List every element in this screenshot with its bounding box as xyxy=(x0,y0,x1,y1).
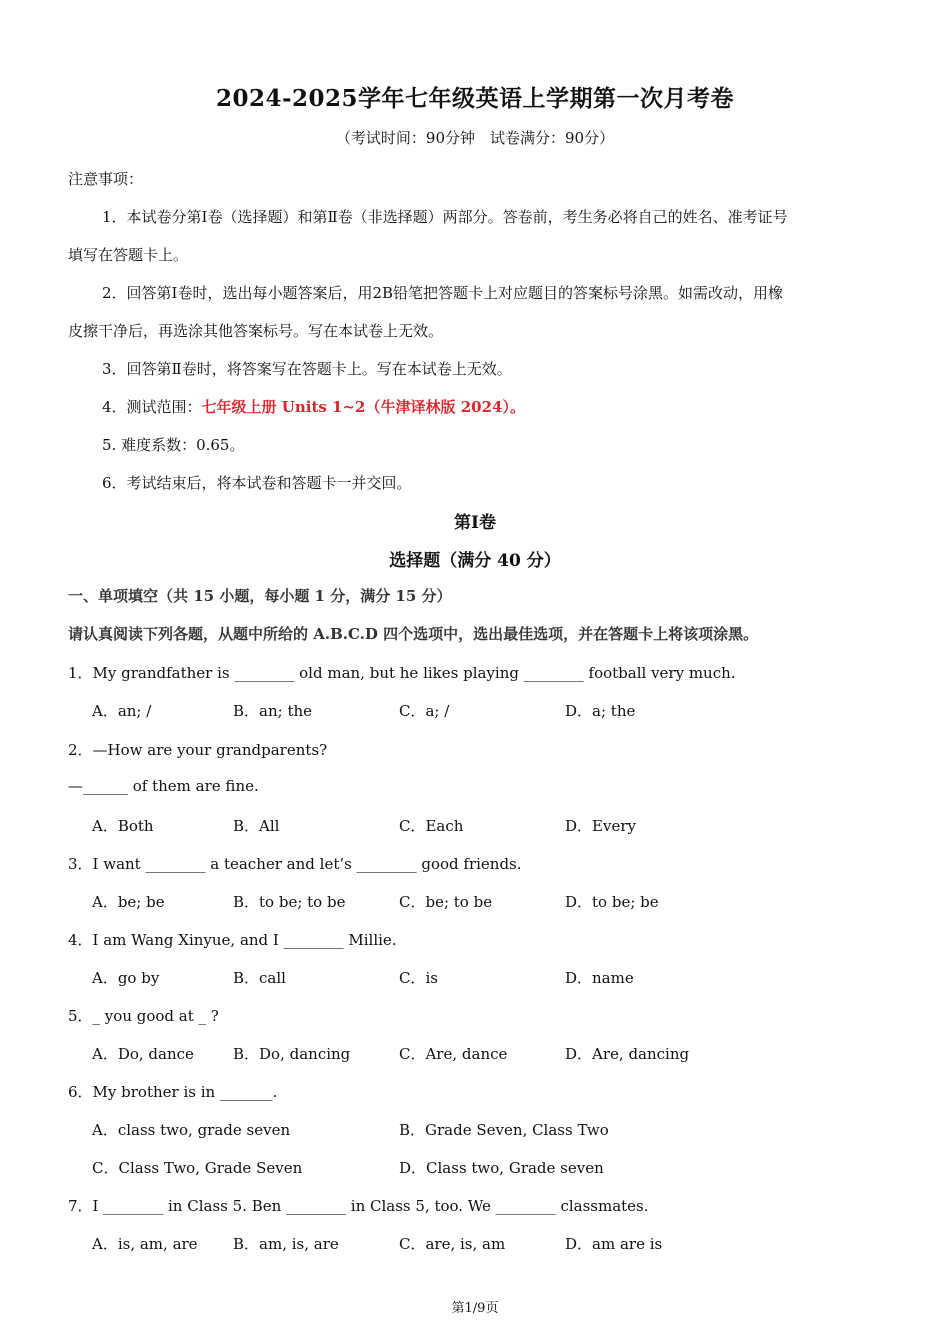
option-b: B．am, is, are xyxy=(233,1235,339,1253)
option-a: A．go by xyxy=(92,969,160,987)
option-c: C．are, is, am xyxy=(399,1235,506,1253)
option-b: B．call xyxy=(233,969,286,987)
option-d: D．name xyxy=(565,969,634,987)
option-d: D．a; the xyxy=(565,702,636,720)
scope-label: 4．测试范围： xyxy=(102,398,202,416)
scope-highlight: 七年级上册 Units 1~2（牛津译林版 2024）。 xyxy=(201,398,525,416)
notice-item: 2．回答第Ⅰ卷时，选出每小题答案后，用2B铅笔把答题卡上对应题目的答案标号涂黑。如需改动，用橡 xyxy=(102,284,784,302)
volume-title: 第Ⅰ卷 xyxy=(454,513,496,533)
question-stem: 1．My grandfather is ________ old man, but he likes playing ________ football very much. xyxy=(68,664,736,682)
option-d: D．to be; be xyxy=(565,893,659,911)
option-b: B．an; the xyxy=(233,702,313,720)
question-stem: 7．I ________ in Class 5. Ben ________ in Class 5, too. We ________ classmates. xyxy=(68,1197,649,1215)
part-heading: 一、单项填空（共 15 小题，每小题 1 分，满分 15 分） xyxy=(68,587,452,605)
question-stem: 4．I am Wang Xinyue, and I ________ Millie. xyxy=(68,931,397,949)
option-c: C．be; to be xyxy=(399,893,493,911)
question-stem-reply: —______ of them are fine. xyxy=(68,777,259,795)
option-c: C．a; / xyxy=(399,702,450,720)
option-b: B．Grade Seven, Class Two xyxy=(399,1121,609,1139)
question-stem: 5．_ you good at _ ? xyxy=(68,1007,219,1025)
option-b: B．All xyxy=(233,817,280,835)
option-d: D．Are, dancing xyxy=(565,1045,690,1063)
exam-info: （考试时间：90分钟 试卷满分：90分） xyxy=(335,129,615,147)
option-d: D．Class two, Grade seven xyxy=(399,1159,604,1177)
notice-item: 3．回答第Ⅱ卷时，将答案写在答题卡上。写在本试卷上无效。 xyxy=(102,360,512,378)
option-a: A．Both xyxy=(92,817,154,835)
notice-item: 5. 难度系数：0.65。 xyxy=(102,436,245,454)
question-stem: 3．I want ________ a teacher and let’s ________ good friends. xyxy=(68,855,522,873)
option-d: D．Every xyxy=(565,817,636,835)
option-b: B．to be; to be xyxy=(233,893,346,911)
option-b: B．Do, dancing xyxy=(233,1045,351,1063)
option-d: D．am are is xyxy=(565,1235,663,1253)
option-c: C．Each xyxy=(399,817,464,835)
option-a: A．is, am, are xyxy=(92,1235,198,1253)
question-stem: 6．My brother is in _______. xyxy=(68,1083,278,1101)
notice-item: 填写在答题卡上。 xyxy=(68,246,189,264)
part-instruction: 请认真阅读下列各题，从题中所给的 A.B.C.D 四个选项中，选出最佳选项，并在答题卡上将该项涂黑。 xyxy=(68,625,759,643)
option-a: A．class two, grade seven xyxy=(92,1121,291,1139)
page-number: 第1/9页 xyxy=(451,1301,499,1316)
notice-item-scope xyxy=(102,396,525,417)
option-c: C．Class Two, Grade Seven xyxy=(92,1159,303,1177)
page-title: 2024-2025学年七年级英语上学期第一次月考卷 xyxy=(215,85,735,112)
option-c: C．is xyxy=(399,969,438,987)
option-a: A．be; be xyxy=(92,893,165,911)
notice-item: 皮擦干净后，再选涂其他答案标号。写在本试卷上无效。 xyxy=(68,322,444,340)
notice-item: 1．本试卷分第Ⅰ卷（选择题）和第Ⅱ卷（非选择题）两部分。答卷前，考生务必将自己的姓名、准考证号 xyxy=(102,208,788,226)
option-a: A．Do, dance xyxy=(92,1045,194,1063)
option-c: C．Are, dance xyxy=(399,1045,508,1063)
option-a: A．an; / xyxy=(92,702,152,720)
section-title: 选择题（满分 40 分） xyxy=(389,551,561,571)
notice-heading: 注意事项： xyxy=(68,170,144,188)
notice-item: 6．考试结束后，将本试卷和答题卡一并交回。 xyxy=(102,474,412,492)
question-stem: 2．—How are your grandparents? xyxy=(68,741,328,759)
